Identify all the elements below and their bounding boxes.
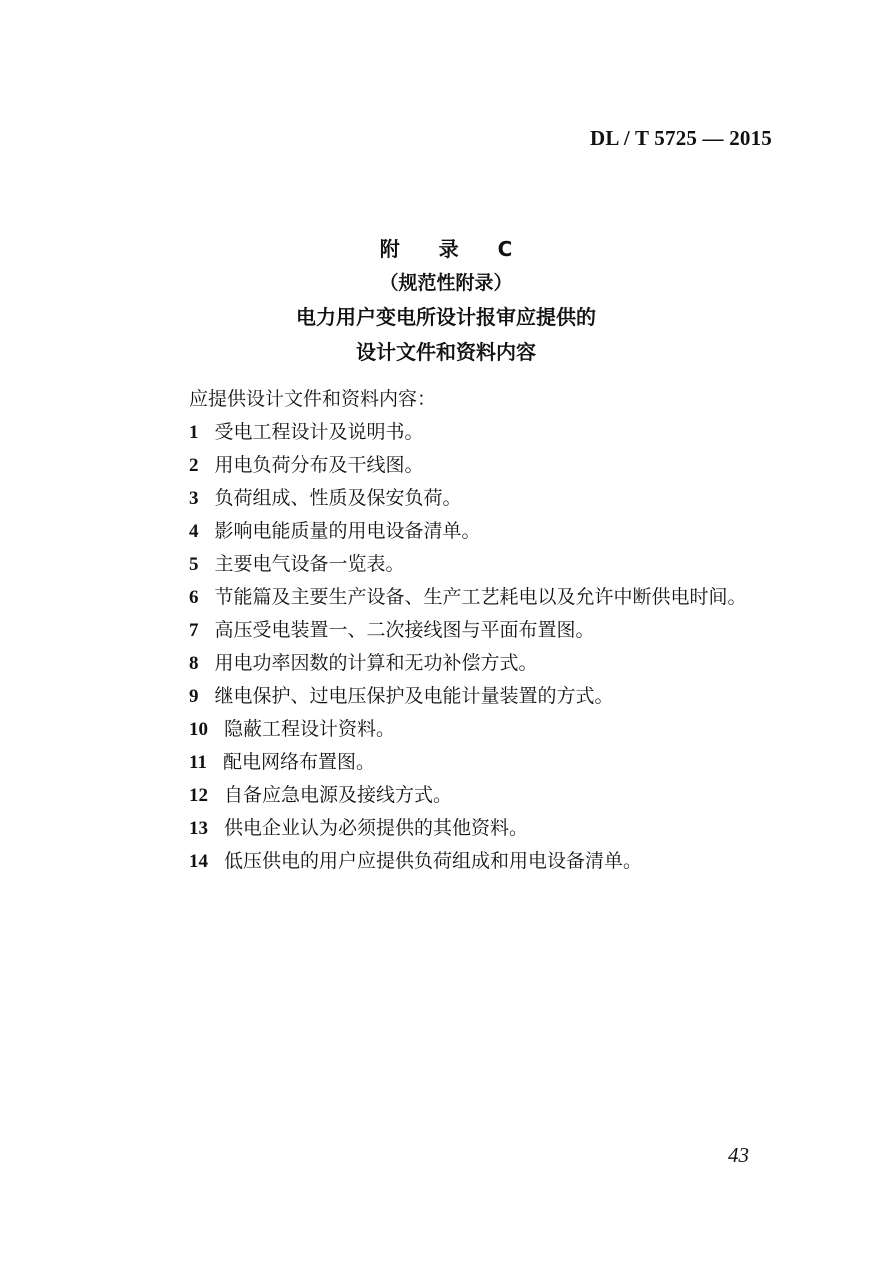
item-text: 自备应急电源及接线方式。 — [224, 784, 453, 806]
item-number: 11 — [189, 752, 207, 773]
list-item — [145, 614, 775, 647]
item-text: 高压受电装置一、二次接线图与平面布置图。 — [214, 619, 595, 641]
appendix-title-block — [0, 232, 892, 370]
list-item — [145, 482, 775, 515]
item-number: 10 — [189, 719, 208, 740]
list-item — [145, 581, 775, 614]
appendix-heading-line-2: 设计文件和资料内容 — [356, 340, 536, 364]
item-number: 7 — [189, 620, 199, 641]
item-number: 1 — [189, 422, 199, 443]
item-number: 5 — [189, 554, 199, 575]
list-item — [145, 647, 775, 680]
document-body — [145, 383, 775, 878]
page-number: 43 — [728, 1143, 749, 1167]
appendix-heading-line-1: 电力用户变电所设计报审应提供的 — [296, 305, 596, 329]
list-item — [145, 548, 775, 581]
list-item — [145, 416, 775, 449]
item-text: 继电保护、过电压保护及电能计量装置的方式。 — [214, 685, 614, 707]
item-number: 6 — [189, 587, 199, 608]
item-text: 供电企业认为必须提供的其他资料。 — [224, 817, 529, 839]
item-number: 14 — [189, 851, 208, 872]
item-number: 2 — [189, 455, 199, 476]
item-number: 4 — [189, 521, 199, 542]
item-number: 12 — [189, 785, 208, 806]
list-item — [145, 779, 775, 812]
item-text: 配电网络布置图。 — [222, 751, 375, 773]
item-number: 13 — [189, 818, 208, 839]
item-number: 8 — [189, 653, 199, 674]
item-text: 低压供电的用户应提供负荷组成和用电设备清单。 — [224, 850, 643, 872]
standard-code: DL / T 5725 — 2015 — [590, 126, 772, 150]
item-text: 用电负荷分布及干线图。 — [214, 454, 424, 476]
intro-text: 应提供设计文件和资料内容： — [189, 388, 437, 410]
list-item — [145, 515, 775, 548]
item-text: 用电功率因数的计算和无功补偿方式。 — [214, 652, 538, 674]
item-text: 受电工程设计及说明书。 — [214, 421, 424, 443]
item-text: 主要电气设备一览表。 — [214, 553, 405, 575]
appendix-title: 附 录 C — [379, 237, 529, 261]
list-item — [145, 812, 775, 845]
list-item — [145, 449, 775, 482]
item-text: 节能篇及主要生产设备、生产工艺耗电以及允许中断供电时间。 — [214, 586, 747, 608]
list-item — [145, 713, 775, 746]
list-item — [145, 746, 775, 779]
item-number: 9 — [189, 686, 199, 707]
item-text: 负荷组成、性质及保安负荷。 — [214, 487, 462, 509]
item-text: 隐蔽工程设计资料。 — [224, 718, 396, 740]
item-text: 影响电能质量的用电设备清单。 — [214, 520, 481, 542]
list-item — [145, 845, 775, 878]
appendix-subtitle: （规范性附录） — [379, 272, 513, 294]
list-item — [145, 680, 775, 713]
item-number: 3 — [189, 488, 199, 509]
